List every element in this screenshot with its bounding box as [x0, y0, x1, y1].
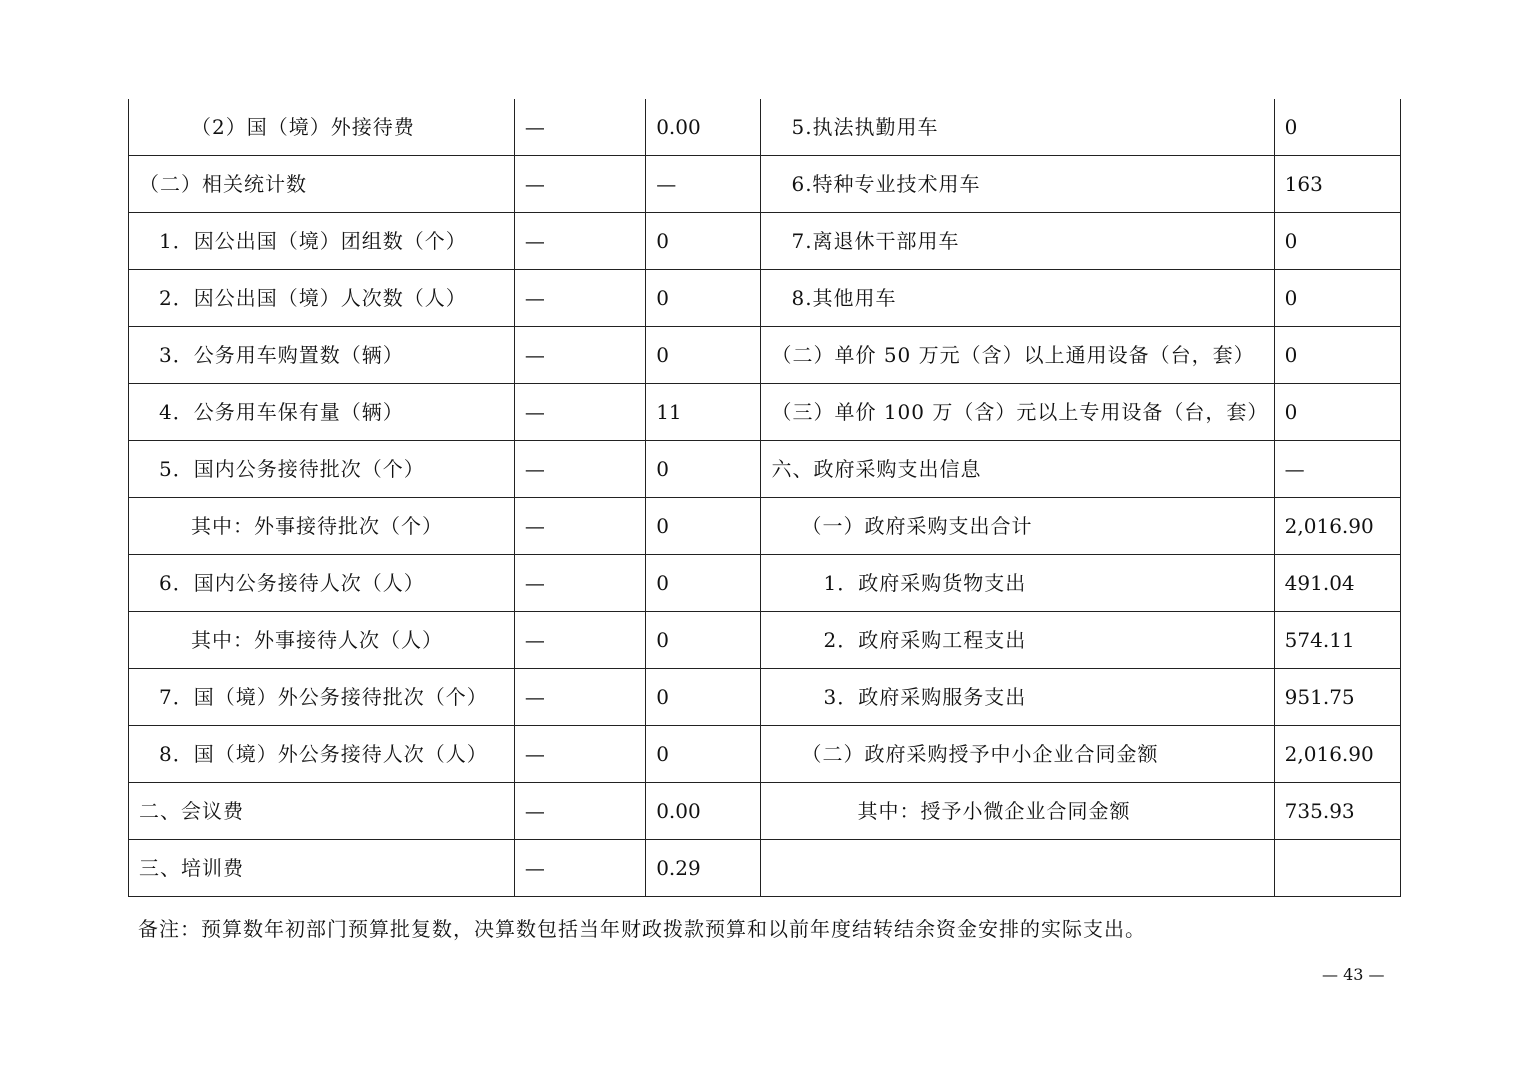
right-value: 491.04 — [1274, 555, 1400, 612]
right-label: 2．政府采购工程支出 — [761, 612, 1274, 669]
right-value: 0 — [1274, 99, 1400, 156]
budget-cell: — — [514, 384, 645, 441]
table-row — [129, 726, 1401, 783]
table-row — [129, 213, 1401, 270]
actual-cell: 0 — [646, 669, 761, 726]
right-label: （二）政府采购授予中小企业合同金额 — [761, 726, 1274, 783]
table-row — [129, 783, 1401, 840]
expenditure-table — [128, 99, 1401, 897]
table-row — [129, 555, 1401, 612]
row-label: 3．公务用车购置数（辆） — [129, 327, 515, 384]
row-label: 5．国内公务接待批次（个） — [129, 441, 515, 498]
budget-cell: — — [514, 270, 645, 327]
table-row — [129, 327, 1401, 384]
row-label: （二）相关统计数 — [129, 156, 515, 213]
row-label: 4．公务用车保有量（辆） — [129, 384, 515, 441]
actual-cell: 0 — [646, 498, 761, 555]
budget-cell: — — [514, 156, 645, 213]
budget-cell: — — [514, 99, 645, 156]
right-label: 六、政府采购支出信息 — [761, 441, 1274, 498]
right-label: 8.其他用车 — [761, 270, 1274, 327]
row-label: 7．国（境）外公务接待批次（个） — [129, 669, 515, 726]
actual-cell: 0 — [646, 270, 761, 327]
right-value: 2,016.90 — [1274, 726, 1400, 783]
right-label: 7.离退休干部用车 — [761, 213, 1274, 270]
right-value: 0 — [1274, 327, 1400, 384]
actual-cell: 11 — [646, 384, 761, 441]
right-label: 6.特种专业技术用车 — [761, 156, 1274, 213]
budget-cell: — — [514, 498, 645, 555]
right-value: 0 — [1274, 270, 1400, 327]
actual-cell: 0.00 — [646, 783, 761, 840]
table-row — [129, 612, 1401, 669]
right-label: 1．政府采购货物支出 — [761, 555, 1274, 612]
footnote: 备注：预算数年初部门预算批复数，决算数包括当年财政拨款预算和以前年度结转结余资金安排的实际支出。 — [138, 917, 1146, 941]
right-label: 3．政府采购服务支出 — [761, 669, 1274, 726]
budget-cell: — — [514, 783, 645, 840]
actual-cell: 0 — [646, 441, 761, 498]
table-row — [129, 498, 1401, 555]
actual-cell: 0 — [646, 555, 761, 612]
row-label: 8．国（境）外公务接待人次（人） — [129, 726, 515, 783]
right-value: 163 — [1274, 156, 1400, 213]
budget-cell: — — [514, 555, 645, 612]
table-row — [129, 840, 1401, 897]
right-value: 0 — [1274, 384, 1400, 441]
table-row — [129, 156, 1401, 213]
right-value: 735.93 — [1274, 783, 1400, 840]
actual-cell: 0 — [646, 327, 761, 384]
row-label: 三、培训费 — [129, 840, 515, 897]
right-label: （三）单价 100 万（含）元以上专用设备（台，套） — [761, 384, 1274, 441]
budget-cell: — — [514, 612, 645, 669]
budget-cell: — — [514, 441, 645, 498]
row-label: 6．国内公务接待人次（人） — [129, 555, 515, 612]
table-row — [129, 669, 1401, 726]
table-row — [129, 99, 1401, 156]
right-value: 0 — [1274, 213, 1400, 270]
right-value: — — [1274, 441, 1400, 498]
actual-cell: 0.29 — [646, 840, 761, 897]
right-label — [761, 840, 1274, 897]
row-label: （2）国（境）外接待费 — [129, 99, 515, 156]
table-row — [129, 384, 1401, 441]
right-value — [1274, 840, 1400, 897]
budget-cell: — — [514, 213, 645, 270]
budget-cell: — — [514, 327, 645, 384]
right-label: （二）单价 50 万元（含）以上通用设备（台，套） — [761, 327, 1274, 384]
row-label: 二、会议费 — [129, 783, 515, 840]
right-label: 5.执法执勤用车 — [761, 99, 1274, 156]
row-label: 其中：外事接待批次（个） — [129, 498, 515, 555]
table-row — [129, 270, 1401, 327]
right-label: （一）政府采购支出合计 — [761, 498, 1274, 555]
budget-cell: — — [514, 840, 645, 897]
right-label: 其中：授予小微企业合同金额 — [761, 783, 1274, 840]
row-label: 1．因公出国（境）团组数（个） — [129, 213, 515, 270]
table-row — [129, 441, 1401, 498]
actual-cell: 0 — [646, 726, 761, 783]
actual-cell: 0 — [646, 213, 761, 270]
actual-cell: — — [646, 156, 761, 213]
row-label: 2．因公出国（境）人次数（人） — [129, 270, 515, 327]
page-number: — 43 — — [1322, 965, 1385, 984]
actual-cell: 0 — [646, 612, 761, 669]
budget-cell: — — [514, 669, 645, 726]
right-value: 2,016.90 — [1274, 498, 1400, 555]
right-value: 574.11 — [1274, 612, 1400, 669]
actual-cell: 0.00 — [646, 99, 761, 156]
row-label: 其中：外事接待人次（人） — [129, 612, 515, 669]
right-value: 951.75 — [1274, 669, 1400, 726]
budget-cell: — — [514, 726, 645, 783]
